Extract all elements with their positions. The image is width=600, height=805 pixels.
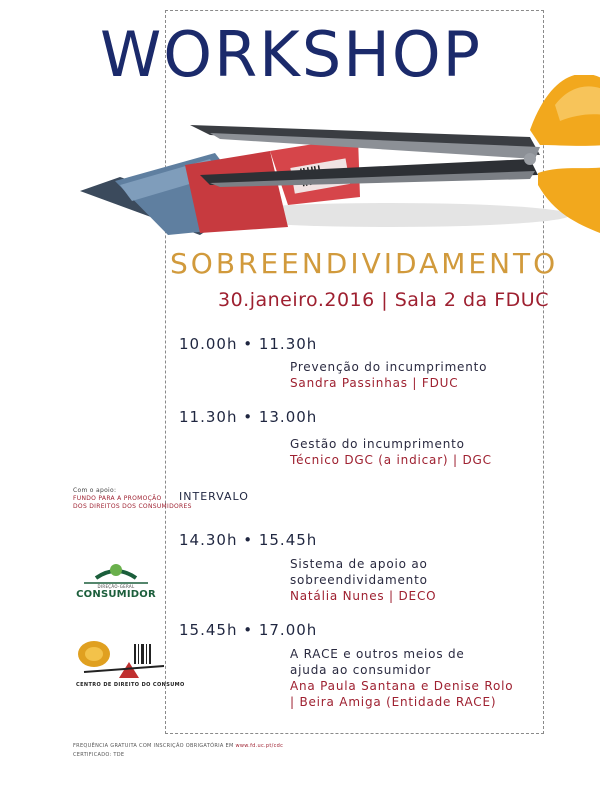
cdc-logo: [74, 638, 185, 692]
session-time: 10.00h • 11.30h: [179, 335, 318, 353]
session-title: sobreendividamento: [290, 573, 428, 587]
session-speaker: Técnico DGC (a indicar) | DGC: [290, 453, 492, 467]
topic-heading: SOBREENDIVIDAMENTO: [170, 247, 559, 280]
fund-name-line: FUNDO PARA A PROMOÇÃO: [73, 495, 162, 503]
scissors-cutting-cards-illustration: [60, 75, 600, 275]
session-speaker: Ana Paula Santana e Denise Rolo: [290, 679, 514, 693]
dgc-big-label: CONSUMIDOR: [76, 589, 156, 600]
scales-of-justice-icon: [74, 638, 169, 680]
session-speaker: Sandra Passinhas | FDUC: [290, 376, 459, 390]
session-title: ajuda ao consumidor: [290, 663, 432, 677]
dgc-consumidor-logo: [76, 562, 156, 604]
fund-name-line: DOS DIREITOS DOS CONSUMIDORES: [73, 503, 192, 511]
registration-link[interactable]: www.fd.uc.pt/cdc: [235, 743, 284, 749]
support-credits: [73, 487, 192, 511]
workshop-title: WORKSHOP: [100, 18, 483, 91]
date-and-venue: 30.janeiro.2016 | Sala 2 da FDUC: [218, 289, 549, 311]
registration-text: FREQUÊNCIA GRATUITA COM INSCRIÇÃO OBRIGATÓRIA EM: [73, 743, 234, 749]
session-speaker: Natália Nunes | DECO: [290, 589, 437, 603]
dgc-small-label: DIREÇÃO-GERAL: [97, 584, 135, 589]
session-time: 14.30h • 15.45h: [179, 531, 318, 549]
footer-notes: [73, 742, 283, 759]
session-title: Gestão do incumprimento: [290, 437, 465, 451]
dgc-emblem-icon: [76, 562, 156, 586]
registration-line: [73, 742, 283, 751]
session-title: Sistema de apoio ao: [290, 557, 428, 571]
session-speaker: | Beira Amiga (Entidade RACE): [290, 695, 497, 709]
session-title: Prevenção do incumprimento: [290, 360, 488, 374]
cdc-label: CENTRO DE DIREITO DO CONSUMO: [76, 682, 185, 688]
certificate-line: CERTIFICADO: TDE: [73, 751, 125, 758]
session-time: 11.30h • 13.00h: [179, 408, 318, 426]
session-title: A RACE e outros meios de: [290, 647, 465, 661]
support-label: Com o apoio:: [73, 487, 117, 494]
break-label: INTERVALO: [179, 490, 249, 503]
session-time: 15.45h • 17.00h: [179, 621, 318, 639]
